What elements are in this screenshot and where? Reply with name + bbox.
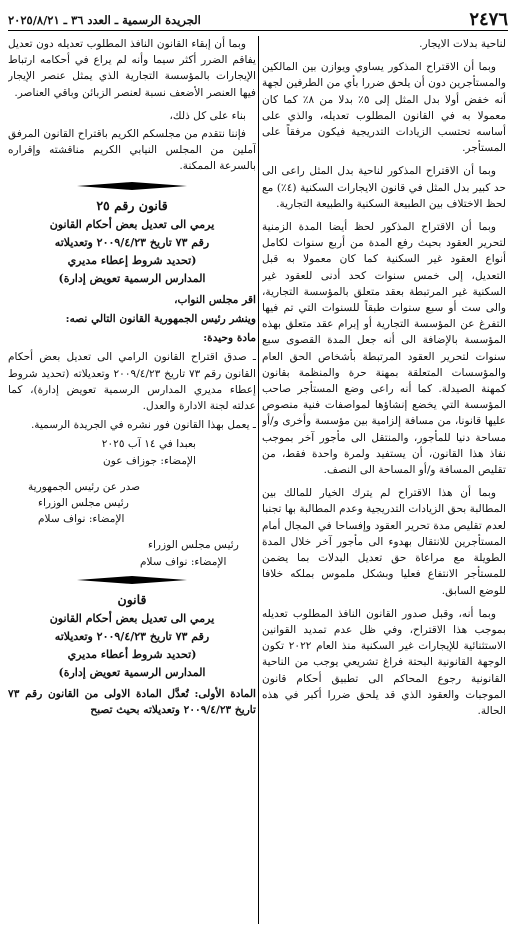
paragraph: وبما أن إبقاء القانون النافذ المطلوب تعديله دون تعديل يفاقم الضرر أكثر سيما وأنه لم يراع في أحكامه ارتباط الإيجارات بالمؤسسة التجارية الذي يمثل عنصر الإيجار فيها العنصر الأضعف نسبة لعنصر الزبائن وباقي العناصر. bbox=[8, 38, 256, 99]
date-line: بعبدا في ١٤ آب ٢٠٢٥ bbox=[101, 438, 196, 451]
law-title: قانون رقم ٢٥ bbox=[96, 197, 168, 213]
paragraph: بناء على كل ذلك، bbox=[169, 109, 246, 122]
page-number: ٢٤٧٦ bbox=[469, 9, 508, 30]
signatory-title: رئيس مجلس الوزراء bbox=[38, 497, 129, 510]
paragraph: وبما أن هذا الاقتراح لم يترك الخيار للمالك بين المطالبة بحق الزيادات التدريجية وعدم المطالبة بها تجنبا لعدم تقليص مدة تحرير العقود وإفساحا في المجال أمام المستأجرين للانتقال بهدوء الى مأجور آخر خلال المدة الطويلة مع مراعاة حق تعديل البدلات بما يضمن للمستأجر الانتفاع فعليا وبشكل ملموس بملكه خلافا للوضع السابق. bbox=[262, 487, 506, 597]
article-text: المادة الأولى: تُعدَّل المادة الاولى من القانون رقم ٧٣ تاريخ ٢٠٠٩/٤/٢٣ وتعديلاته بحيث تصبح bbox=[8, 688, 256, 717]
paragraph: وبما أن الاقتراح المذكور لحظ أيضا المدة الزمنية لتحرير العقود بحيث رفع المدة من أربع سنوات لكامل أنواع العقود غير السكنية كما كان معمولا به قبل التعديل، إلى خمس سنوات كحد أدنى للعقود غير السكنية غير المرتبطة بعقد متعلق بالمؤسسة التجارية، والى ست أو سبع سنوات طبقاً للسنوات التي تم فيها التفرغ عن المؤسسة التجارية أو إبرام عقد متعلق بهذه المؤسسة بالإضافة الى أنه جعل المدة القصوى سبع سنوات لتحرير العقود المرتبطة بأشخاص الحق العام والمؤسسات المتعلقة بمهنة حرة والمنظمة بقانون كمهنة الصيدلة. كما أنه راعى وضع المستأجر صاحب المؤسسة التي يخضع إنشاؤها لمواصفات فنية منصوص عليها قانونا، من مسافة إلزامية بين مؤسسة وأخرى و/أو مساحة دنيا للمأجور، والمنتقل الى مأجور آخر بموجب نفاذ هذا القانون، أن يستفيد ولمرة واحدة فقط، من تقليص المسافة و/أو المساحة الى النصف. bbox=[262, 221, 506, 477]
signature: الإمضاء: نواف سلام bbox=[140, 555, 227, 568]
signatory-title: رئيس مجلس الوزراء bbox=[148, 539, 239, 552]
enactment-line: اقر مجلس النواب، bbox=[174, 293, 256, 306]
law-subtitle: يرمي الى تعديل بعض أحكام القانون رقم ٧٣ تاريخ ٢٠٠٩/٤/٢٣ وتعديلاته (تحديد شروط أعطاء مديري المدارس الرسمية تعويض إدارة) bbox=[49, 612, 215, 680]
section-separator bbox=[8, 576, 256, 584]
running-head: الجريدة الرسمية ـ العدد ٣٦ ـ ٢٠٢٥/٨/٢١ bbox=[8, 13, 201, 27]
law-title: قانون bbox=[117, 591, 147, 607]
paragraph: وبما أن الاقتراح المذكور لناحية بدل المثل راعى الى حد كبير بدل المثل في قانون الايجارات السكنية (٤٪) مع لحظ الاختلاف بين الطبيعة السكنية والطبيعة التجارية. bbox=[262, 165, 506, 210]
paragraph: وبما أن الاقتراح المذكور يساوي ويوازن بين المالكين والمستأجرين دون أن يلحق ضررا بأي من الطرفين لجهة أنه خفض أولا بدل المثل إلى ٥٪ بدلا من ٨٪ كما كان معمولا به في القانون المطلوب تعديله، والذي على أساسه تحتسب الزيادات التدريجية فيكون مرفقاً على المستأجر. bbox=[262, 61, 506, 155]
signature: الإمضاء: جوزاف عون bbox=[103, 454, 196, 467]
enactment-line: وينشر رئيس الجمهورية القانون التالي نصه: bbox=[65, 313, 256, 326]
paragraph: فإننا نتقدم من مجلسكم الكريم باقتراح القانون المرفق آملين من المجلس النيابي الكريم مناقشته وإقراره بالسرعة الممكنة. bbox=[8, 128, 256, 173]
column-divider bbox=[258, 36, 259, 924]
issued-by: صدر عن رئيس الجمهورية bbox=[28, 480, 141, 493]
section-separator bbox=[8, 182, 256, 190]
right-column bbox=[262, 36, 506, 926]
article-heading: مادة وحيدة: bbox=[203, 332, 256, 345]
paragraph: وبما أنه، وقبل صدور القانون النافذ المطلوب تعديله بموجب هذا الاقتراح، وفي ظل عدم تمديد القوانين الاستثنائية للإيجارات غير السكنية منذ العام ٢٠٢٢ تكون الوجهة القانونية البحتة فراغ تشريعي يوجب من الناحية القانونية رجوع المحاكم الى تطبيق أحكام قانون الموجبات والعقود الذي قد يلحق ضررا أكبر في هذه الحالة. bbox=[262, 607, 506, 717]
law-subtitle: يرمي الى تعديل بعض أحكام القانون رقم ٧٣ تاريخ ٢٠٠٩/٤/٢٣ وتعديلاته (تحديد شروط إعطاء مديري المدارس الرسمية تعويض إدارة) bbox=[49, 217, 215, 285]
paragraph: لناحية بدلات الايجار. bbox=[419, 38, 506, 50]
left-column bbox=[8, 36, 256, 926]
clause: ـ يعمل بهذا القانون فور نشره في الجريدة الرسمية. bbox=[30, 419, 256, 432]
page-header bbox=[8, 8, 508, 31]
clause: ـ صدق اقتراح القانون الرامي الى تعديل بعض أحكام القانون رقم ٧٣ تاريخ ٢٠٠٩/٤/٢٣ وتعديلاته (تحديد شروط إعطاء مديري المدارس الرسمية تعويض إدارة)، كما عدلته لجنة الادارة والعدل. bbox=[8, 351, 256, 413]
signature: الإمضاء: نواف سلام bbox=[38, 513, 125, 526]
